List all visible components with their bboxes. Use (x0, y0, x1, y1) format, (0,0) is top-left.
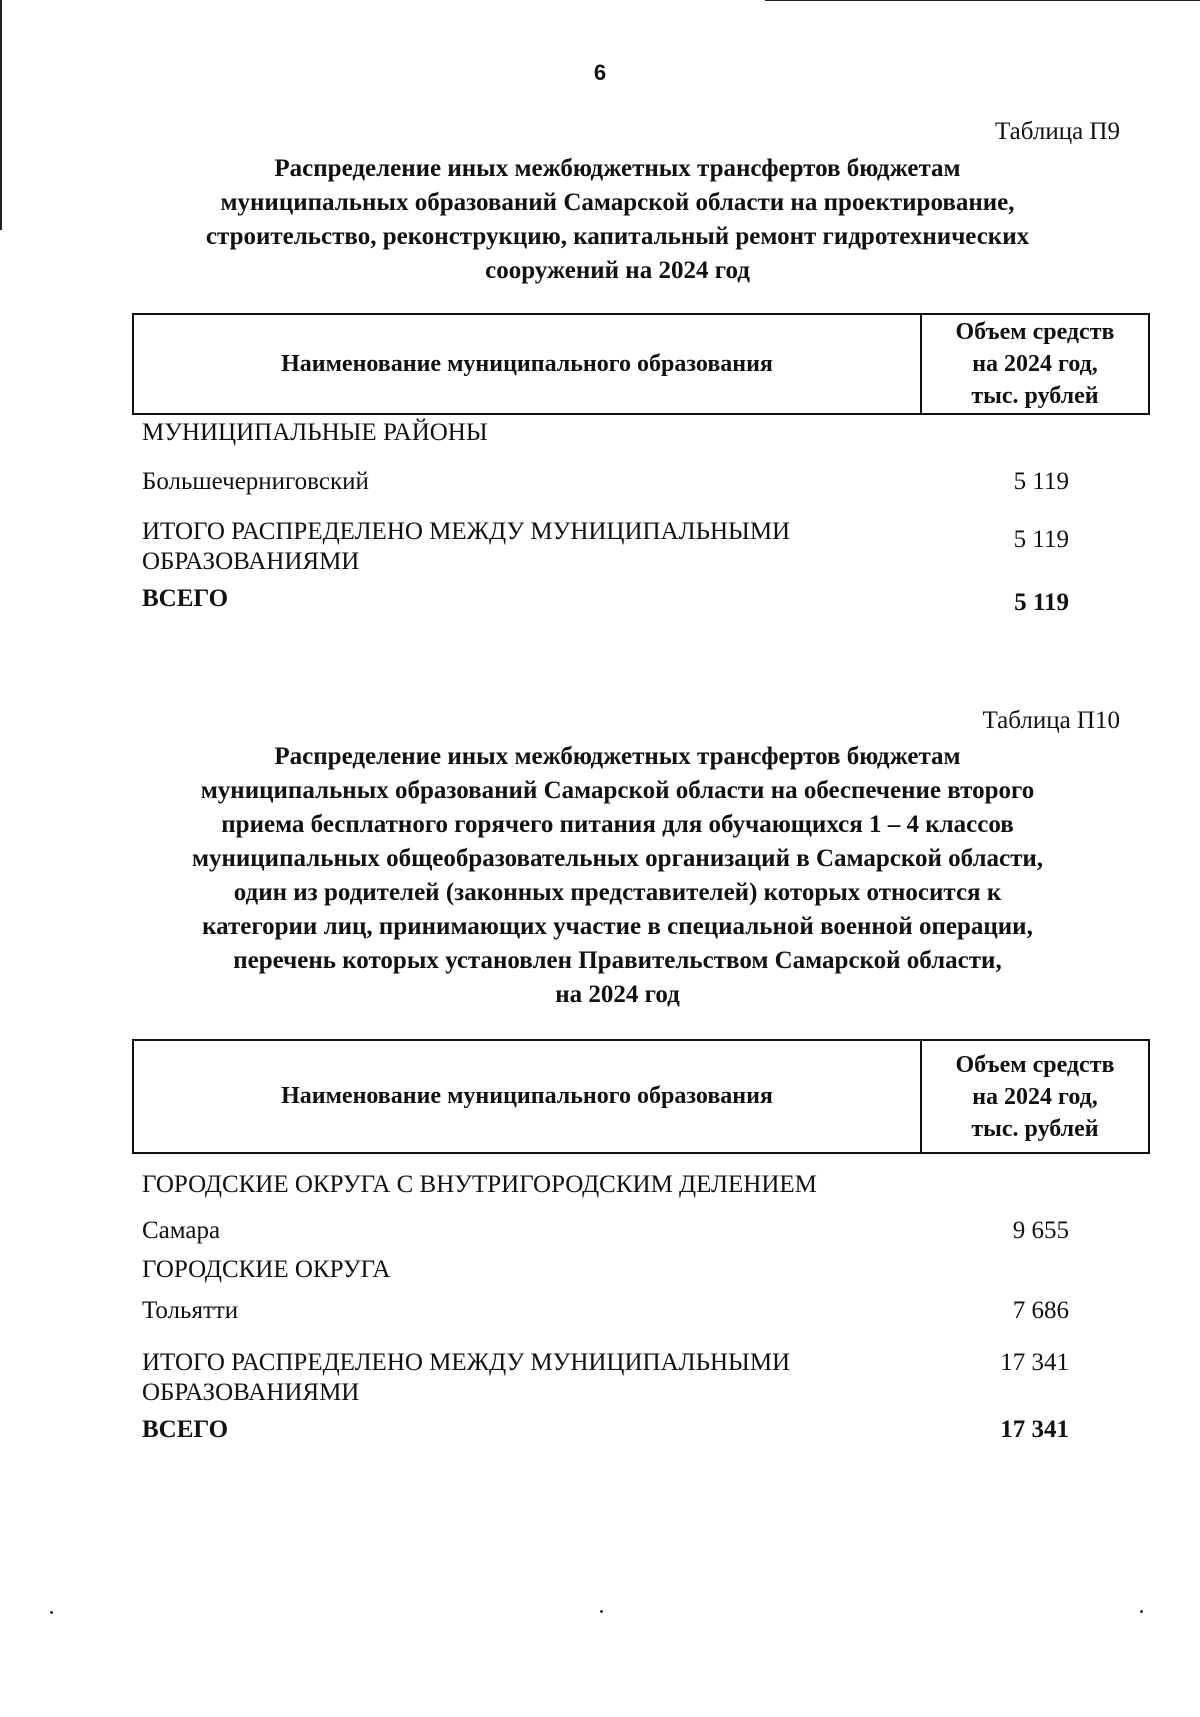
table-header (132, 1039, 1150, 1154)
page-number: 6 (593, 60, 607, 85)
table-label: Таблица П9 (995, 118, 1120, 145)
row-value: 7 686 (1012, 1297, 1069, 1324)
total-value: 5 119 (1014, 589, 1069, 616)
title-line: на 2024 год (555, 981, 680, 1008)
title-line: строительство, реконструкцию, капитальный ремонт гидротехнических (205, 223, 1030, 250)
title-line: один из родителей (законных представителей) которых относится к (233, 879, 1002, 906)
title-line: перечень которых установлен Правительством Самарской области, (233, 947, 1002, 974)
header-line: Объем средств (955, 319, 1115, 345)
table-title (120, 152, 1115, 288)
row-name: Самара (142, 1217, 221, 1244)
row-name: Тольятти (142, 1297, 239, 1324)
header-line: тыс. рублей (971, 383, 1099, 409)
scan-edge-line (0, 0, 2, 230)
subtotal-name (142, 517, 902, 577)
subtotal-name-line: ИТОГО РАСПРЕДЕЛЕНО МЕЖДУ МУНИЦИПАЛЬНЫМИ (142, 518, 791, 545)
column-header-amount (921, 1040, 1149, 1153)
header-line: на 2024 год, (972, 1083, 1098, 1110)
total-name: ВСЕГО (142, 1416, 229, 1443)
scan-speck (600, 1610, 603, 1613)
subtotal-value: 17 341 (1000, 1349, 1069, 1376)
subtotal-name-line: ИТОГО РАСПРЕДЕЛЕНО МЕЖДУ МУНИЦИПАЛЬНЫМИ (142, 1349, 791, 1376)
table-label: Таблица П10 (982, 707, 1120, 734)
title-line: приема бесплатного горячего питания для обучающихся 1 – 4 классов (221, 811, 1014, 838)
column-header-name: Наименование муниципального образования (133, 314, 921, 414)
subtotal-name-line: ОБРАЗОВАНИЯМИ (142, 548, 360, 575)
table-title (120, 740, 1115, 1012)
title-line: категории лиц, принимающих участие в специальной военной операции, (202, 913, 1033, 940)
title-line: муниципальных образований Самарской области на обеспечение второго (200, 777, 1035, 804)
title-line: сооружений на 2024 год (485, 257, 750, 284)
subtotal-name (142, 1348, 902, 1408)
subtotal-value: 5 119 (1013, 526, 1069, 553)
header-line: на 2024 год, (972, 351, 1098, 377)
scan-edge-line (765, 0, 1200, 1)
title-line: муниципальных общеобразовательных организаций в Самарской области, (191, 845, 1044, 872)
total-name: ВСЕГО (142, 585, 229, 612)
subtotal-name-line: ОБРАЗОВАНИЯМИ (142, 1379, 360, 1406)
column-header-name: Наименование муниципального образования (133, 1040, 921, 1153)
table-header (132, 313, 1150, 415)
total-value: 17 341 (1000, 1416, 1069, 1443)
row-name: Большечерниговский (142, 468, 369, 495)
section-heading: ГОРОДСКИЕ ОКРУГА (142, 1256, 391, 1283)
title-line: муниципальных образований Самарской области на проектирование, (220, 189, 1015, 216)
row-value: 5 119 (1013, 468, 1069, 495)
section-heading: МУНИЦИПАЛЬНЫЕ РАЙОНЫ (142, 419, 488, 446)
scan-speck (50, 1611, 53, 1614)
scan-speck (1140, 1610, 1143, 1613)
title-line: Распределение иных межбюджетных трансфертов бюджетам (274, 155, 961, 182)
title-line: Распределение иных межбюджетных трансфертов бюджетам (274, 743, 961, 770)
section-heading: ГОРОДСКИЕ ОКРУГА С ВНУТРИГОРОДСКИМ ДЕЛЕНИЕМ (142, 1171, 817, 1198)
row-value: 9 655 (1012, 1217, 1069, 1244)
column-header-amount (921, 314, 1149, 414)
header-line: Объем средств (955, 1051, 1115, 1078)
header-line: тыс. рублей (971, 1115, 1099, 1142)
